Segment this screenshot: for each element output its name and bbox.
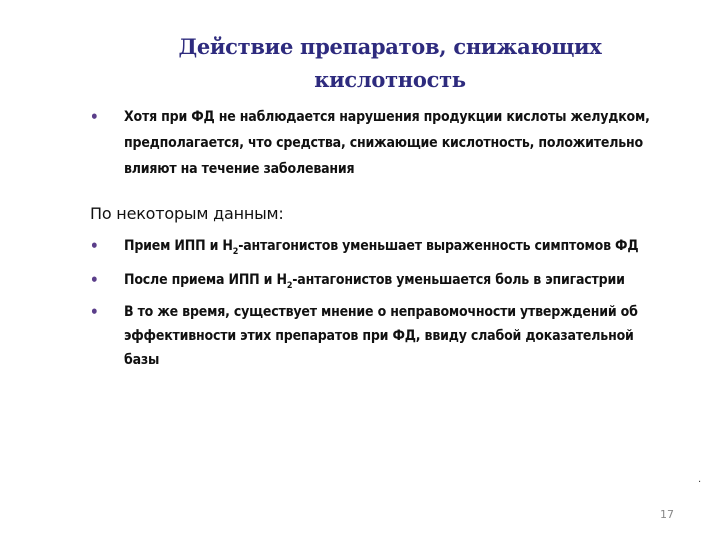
bullet-item-4 [90,300,670,372]
bullet-text-4: В то же время, существует мнение о неправомочности утверждений об эффективности этих препаратов при ФД, ввиду слабой доказательной базы [124,304,638,368]
bullet-text-2: Прием ИПП и $Н_2$-антагонистов уменьшает выраженность симптомов ФД [124,238,639,257]
bullet-icon: • [90,271,99,289]
small-mark: . [698,474,702,485]
bullet-icon: • [90,108,99,126]
slide-title: Действие препаратов, снижающих кислотность [178,34,602,92]
bullet-item-3 [90,266,670,294]
bullet-text-3: После приема ИПП и $Н_2$-антагонистов уменьшается боль в эпигастрии [124,272,625,291]
bullet-icon: • [90,303,99,321]
slide-body [90,104,670,372]
bullet-item-1 [90,104,670,182]
page-number: 17 [660,508,674,521]
bullet-text-1: Хотя при ФД не наблюдается нарушения продукции кислоты желудком, предполагается, что средства, снижающие кислотность, положительно влияют на течение заболевания [124,109,650,177]
bullet-icon: • [90,237,99,255]
intro-text: По некоторым данным: [90,204,284,223]
bullet-item-2 [90,232,670,260]
